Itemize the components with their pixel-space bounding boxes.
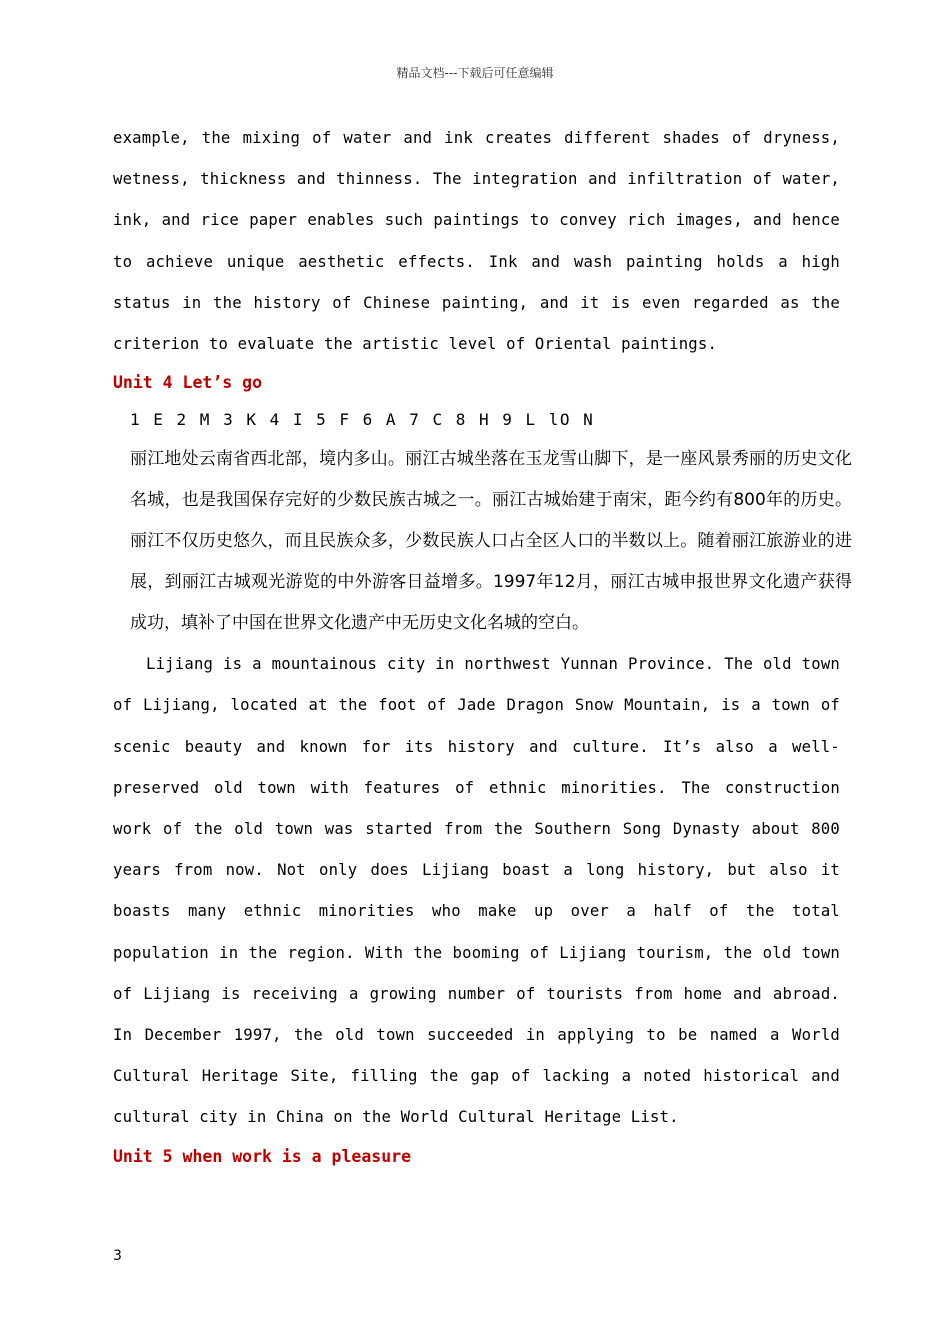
page-header: 精品文档---下载后可任意编辑 <box>396 66 554 80</box>
unit4-heading: Unit 4 Let’s go <box>113 373 263 393</box>
paragraph-ink-painting: example, the mixing of water and ink creates different shades of dryness, wetness, thickness and thinness. The integration and infiltration of water, ink, and rice paper enables such paintings to convey rich images, and hence to achieve unique aesthetic effects. Ink and wash painting holds a high status in the history of Chinese painting, and it is even regarded as the criterion to evaluate the artistic level of Oriental paintings. <box>113 129 840 354</box>
unit5-heading: Unit 5 when work is a pleasure <box>113 1146 412 1166</box>
unit4-english-passage: Lijiang is a mountainous city in northwest Yunnan Province. The old town of Lijiang, located at the foot of Jade Dragon Snow Mountain, is a town of scenic beauty and known for its history and culture. It’s also a well-preserved old town with features of ethnic minorities. The construction work of the old town was started from the Southern Song Dynasty about 800 years from now. Not only does Lijiang boast a long history, but also it boasts many ethnic minorities who make up over a half of the total population in the region. With the booming of Lijiang tourism, the old town of Lijiang is receiving a growing number of tourists from home and abroad. In December 1997, the old town succeeded in applying to be named a World Cultural Heritage Site, filling the gap of lacking a noted historical and cultural city in China on the World Cultural Heritage List. <box>113 655 840 1127</box>
unit4-answer-keys: 1 E 2 M 3 K 4 I 5 F 6 A 7 C 8 H 9 L lO N <box>130 410 595 430</box>
unit4-chinese-passage: 丽江地处云南省西北部，境内多山。丽江古城坐落在玉龙雪山脚下，是一座风景秀丽的历史文化名城，也是我国保存完好的少数民族古城之一。丽江古城始建于南宋，距今约有800年的历史。丽江不仅历史悠久，而且民族众多，少数民族人口占全区人口的半数以上。随着丽江旅游业的进展，到丽江古城观光游览的中外游客日益增多。1997年12月，丽江古城申报世界文化遗产获得成功，填补了中国在世界文化遗产中无历史文化名城的空白。 <box>130 449 852 634</box>
page-number: 3 <box>113 1248 122 1264</box>
document-body <box>113 118 852 1175</box>
